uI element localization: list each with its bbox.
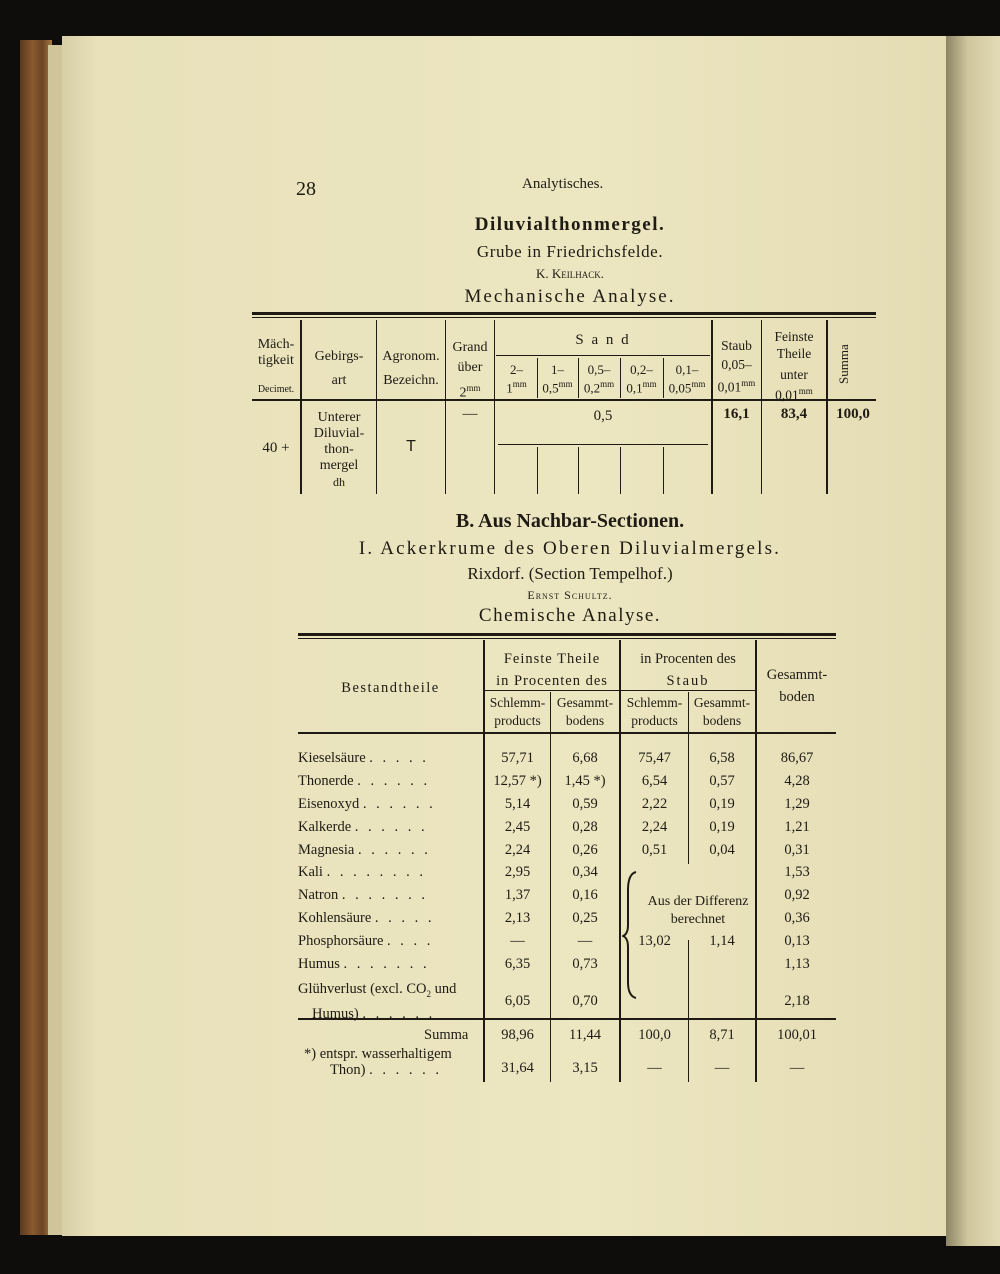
running-head: Analytisches. — [522, 176, 604, 192]
col-summa: Summa — [836, 344, 851, 384]
row-sand: 0,5 — [593, 408, 613, 424]
col-feinste-theile: Feinste Theile in Procenten des — [496, 651, 608, 689]
col-f-schlemm: Schlemm- products — [489, 695, 546, 728]
row-gebirgsart: Unterer Diluvial- thon- mergel dh — [313, 410, 365, 489]
heading-chemische-analyse: Chemische Analyse. — [478, 605, 662, 626]
col-s-gesammt: Gesammt- bodens — [693, 695, 751, 728]
sand-col-4: 0,2– $0,1^{mm}$ — [626, 362, 657, 396]
title-diluvialthonmergel: Diluvialthonmergel. — [474, 214, 666, 235]
title-ackerkrume: I. Ackerkrume des Oberen Diluvialmergels. — [358, 538, 782, 559]
subtitle-rixdorf: Rixdorf. (Section Tempelhof.) — [467, 564, 673, 583]
col-staub-procent: in Procenten des Staub — [640, 651, 736, 689]
col-decimet: Decimet. — [257, 384, 295, 395]
col-agronom: Agronom. Bezeichn. — [382, 349, 440, 388]
col-feinste: Feinste Theile unter $0,01^{mm}$ — [774, 329, 814, 403]
row-grand: — — [462, 406, 478, 422]
row-feinste: 83,4 — [780, 406, 808, 422]
sand-col-2: 1– $0,5^{mm}$ — [542, 362, 573, 396]
row-summa: 100,0 — [836, 406, 870, 422]
sand-col-5: 0,1– $0,05^{mm}$ — [668, 362, 706, 396]
heading-mechanische-analyse: Mechanische Analyse. — [464, 286, 676, 307]
col-f-gesammt: Gesammt- bodens — [556, 695, 614, 728]
col-grand: Grand über $2^{mm}$ — [452, 340, 488, 401]
sand-col-1: 2– $1^{mm}$ — [506, 362, 527, 396]
row-staub: 16,1 — [723, 406, 750, 422]
page-number: 28 — [296, 178, 316, 200]
col-gebirgsart: Gebirgs- art — [314, 349, 364, 388]
section-b-heading: B. Aus Nachbar-Sectionen. — [455, 510, 685, 532]
col-staub: Staub 0,05– $0,01^{mm}$ — [717, 338, 756, 395]
col-bestandtheile: Bestandtheile — [341, 680, 440, 696]
brace-icon — [622, 870, 644, 1000]
differenz-note: Aus der Differenz berechnet — [647, 894, 749, 927]
row-agronom: T — [406, 438, 416, 455]
sand-col-3: 0,5– $0,2^{mm}$ — [583, 362, 615, 396]
col-sand: S a n d — [575, 332, 631, 348]
author-schultz: Ernst Schultz. — [527, 588, 613, 602]
author-keilhack: K. Keilhack. — [535, 266, 605, 281]
facing-page-edge — [946, 36, 1000, 1246]
col-s-schlemm: Schlemm- products — [626, 695, 683, 728]
row-maechtigkeit: 40 + — [262, 440, 290, 456]
col-gesammtboden: Gesammt- boden — [766, 667, 828, 705]
subtitle-location: Grube in Friedrichsfelde. — [476, 242, 664, 261]
col-maechtigkeit: Mäch- tigkeit — [257, 337, 295, 368]
